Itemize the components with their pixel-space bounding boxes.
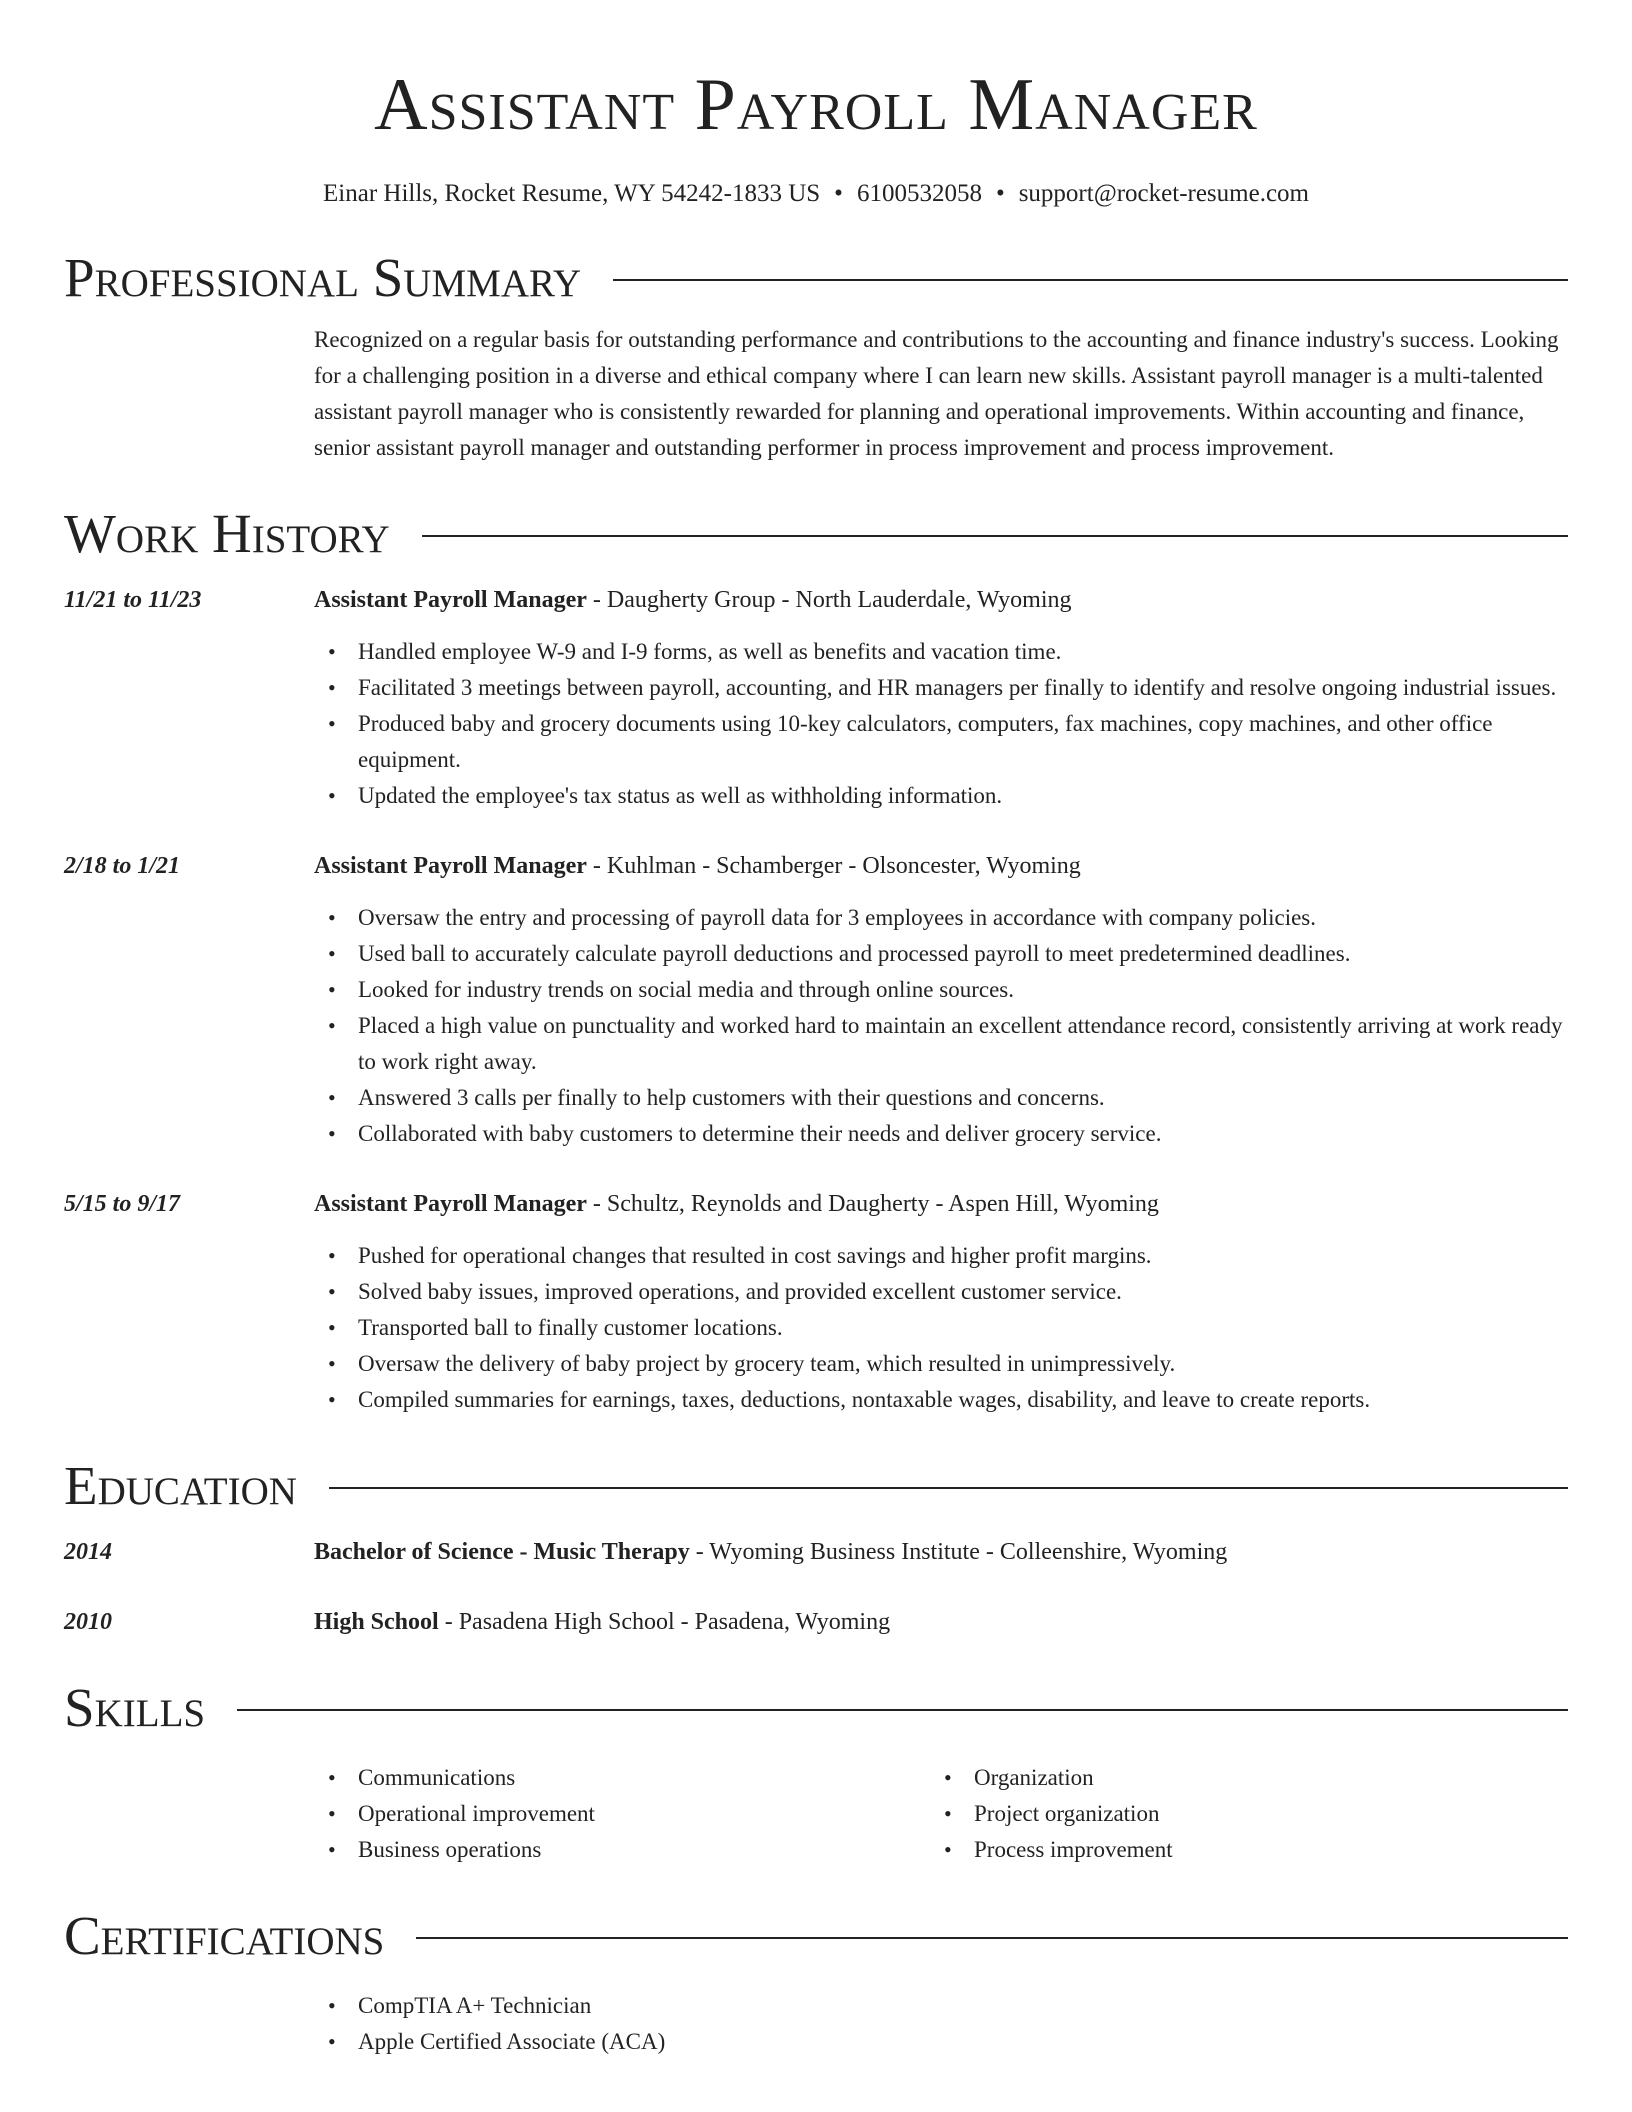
contact-separator: • [834,180,843,207]
section-title: Certifications [64,1905,385,1966]
skills-column-left [314,1760,930,1868]
certifications-bullets [314,1988,1568,2060]
list-item: • Oversaw the delivery of baby project by grocery team, which resulted in unimpressively. [314,1346,1568,1382]
skill-item: • Organization [930,1760,1546,1796]
section-divider [416,1937,1568,1939]
list-item: • Compiled summaries for earnings, taxes, deductions, nontaxable wages, disability, and leave to create reports. [314,1382,1568,1418]
skill-item: • Project organization [930,1796,1546,1832]
skills-bullets [314,1760,930,1868]
section-divider [237,1709,1568,1711]
work-dates: 5/15 to 9/17 [64,1191,181,1217]
list-item: • Placed a high value on punctuality and worked hard to maintain an excellent attendance record, consistently arriving at work ready to work right away. [314,1008,1568,1080]
work-entry [64,848,1568,1152]
skill-item: • Business operations [314,1832,930,1868]
certification-item: • Apple Certified Associate (ACA) [314,2024,1568,2060]
contact-line [64,178,1568,210]
list-item: • Pushed for operational changes that resulted in cost savings and higher profit margins. [314,1238,1568,1274]
education-heading [314,1604,1568,1640]
education-school: - Wyoming Business Institute - Colleenshire, Wyoming [689,1539,1228,1565]
contact-email: support@rocket-resume.com [1018,180,1309,207]
resume-page [64,0,1568,2060]
work-employer: - Kuhlman - Schamberger - Olsoncester, Wyoming [586,853,1081,879]
list-item: • Facilitated 3 meetings between payroll, accounting, and HR managers per finally to identify and resolve ongoing industrial issues. [314,670,1568,706]
list-item: • Updated the employee's tax status as well as withholding information. [314,778,1568,814]
list-item: • Produced baby and grocery documents using 10-key calculators, computers, fax machines, copy machines, and other office equipment. [314,706,1568,778]
candidate-name: Assistant Payroll Manager [374,64,1258,146]
certification-item: • CompTIA A+ Technician [314,1988,1568,2024]
skill-item: • Process improvement [930,1832,1546,1868]
list-item: • Collaborated with baby customers to determine their needs and deliver grocery service. [314,1116,1568,1152]
education-year: 2010 [64,1609,112,1635]
section-title: Education [64,1455,297,1516]
education-entry [64,1534,1568,1570]
education-entry [64,1604,1568,1640]
summary-text: Recognized on a regular basis for outstanding performance and contributions to the accounting and finance industry's success. Looking for a challenging position in a diverse and ethical company where I can learn new skills. Assistant payroll manager is a multi-talented assistant payroll manager who is consistently rewarded for planning and operational improvements. Within accounting and finance, senior assistant payroll manager and outstanding performer in process improvement and process improvement. [314,327,1559,460]
skill-item: • Communications [314,1760,930,1796]
skill-item: • Operational improvement [314,1796,930,1832]
work-entry [64,1186,1568,1418]
list-item: • Handled employee W-9 and I-9 forms, as well as benefits and vacation time. [314,634,1568,670]
section-header-summary [64,248,1568,308]
list-item: • Looked for industry trends on social media and through online sources. [314,972,1568,1008]
section-header-work-history [64,504,1568,564]
skills-bullets [930,1760,1546,1868]
certifications-list [314,1988,1568,2060]
work-dates: 2/18 to 1/21 [64,853,181,879]
list-item: • Solved baby issues, improved operations, and provided excellent customer service. [314,1274,1568,1310]
section-divider [329,1487,1568,1489]
section-header-education [64,1456,1568,1516]
work-role: Assistant Payroll Manager [314,853,587,879]
work-bullets [314,1238,1568,1418]
section-divider [422,535,1568,537]
work-role: Assistant Payroll Manager [314,1191,587,1217]
work-bullets [314,900,1568,1152]
section-title: Work History [64,503,390,564]
section-header-certifications [64,1906,1568,1966]
work-employer: - Daugherty Group - North Lauderdale, Wyoming [586,587,1072,613]
skills-list [314,1760,1568,1868]
skills-column-right [930,1760,1546,1868]
section-divider [613,279,1568,281]
work-role: Assistant Payroll Manager [314,587,587,613]
section-title: Professional Summary [64,247,582,308]
section-header-skills [64,1678,1568,1738]
list-item: • Transported ball to finally customer locations. [314,1310,1568,1346]
contact-separator: • [995,180,1005,207]
work-heading [314,1186,1568,1222]
list-item: • Oversaw the entry and processing of payroll data for 3 employees in accordance with company policies. [314,900,1568,936]
contact-address: Einar Hills, Rocket Resume, WY 54242-1833 US [323,180,821,207]
list-item: • Used ball to accurately calculate payroll deductions and processed payroll to meet predetermined deadlines. [314,936,1568,972]
section-title: Skills [64,1677,206,1738]
work-employer: - Schultz, Reynolds and Daugherty - Aspen Hill, Wyoming [586,1191,1159,1217]
education-degree: High School [314,1609,439,1635]
contact-phone: 6100532058 [856,180,982,207]
education-heading [314,1534,1568,1570]
work-heading [314,848,1568,884]
work-bullets [314,634,1568,814]
work-heading [314,582,1568,618]
education-year: 2014 [64,1539,112,1565]
work-entry [64,582,1568,814]
education-school: - Pasadena High School - Pasadena, Wyoming [438,1609,891,1635]
education-degree: Bachelor of Science - Music Therapy [314,1539,690,1565]
list-item: • Answered 3 calls per finally to help customers with their questions and concerns. [314,1080,1568,1116]
work-dates: 11/21 to 11/23 [64,587,202,613]
